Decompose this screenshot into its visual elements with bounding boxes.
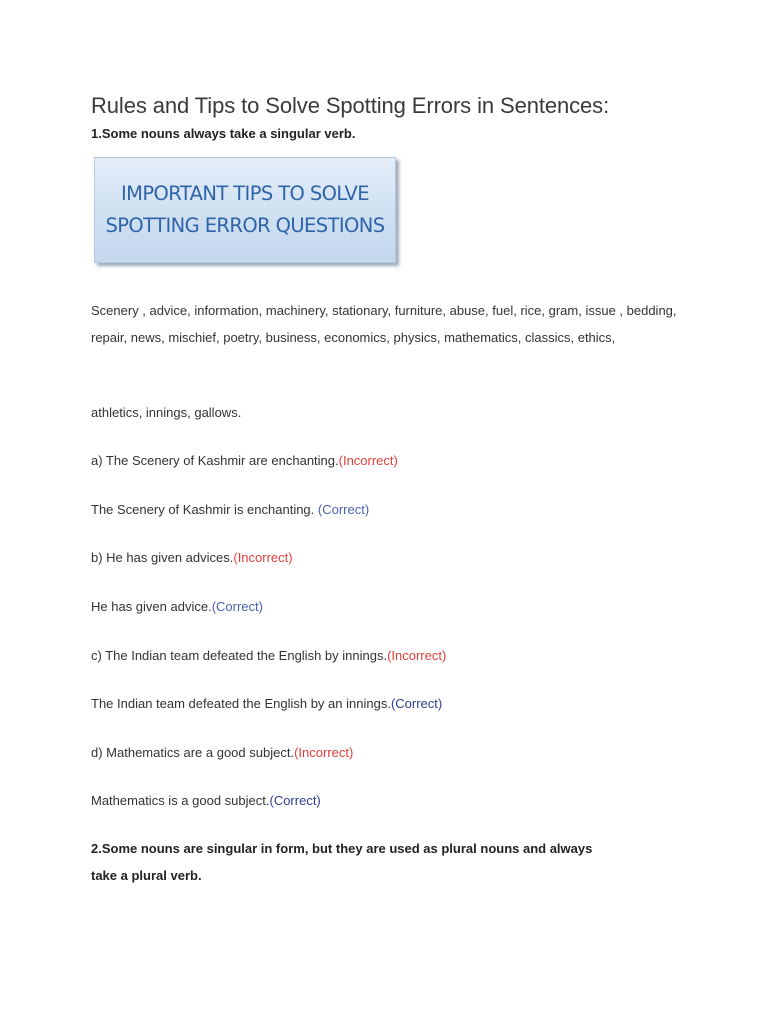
example-b-correct (91, 598, 263, 616)
example-sentence: b) He has given advices. (91, 550, 234, 565)
rule-1-heading: 1.Some nouns always take a singular verb. (91, 126, 356, 141)
banner-line-1: IMPORTANT TIPS TO SOLVE (120, 182, 369, 205)
example-a-incorrect (91, 452, 398, 470)
correct-tag: (Correct) (317, 502, 370, 517)
nouns-list-continued: athletics, innings, gallows. (91, 405, 242, 420)
example-d-correct (91, 792, 321, 810)
page-title: Rules and Tips to Solve Spotting Errors in Sentences: (91, 93, 610, 118)
example-a-correct (91, 501, 369, 519)
example-sentence: The Indian team defeated the English by an innings. (91, 696, 391, 711)
example-sentence: c) The Indian team defeated the English by innings. (91, 648, 388, 663)
incorrect-tag: (Incorrect) (387, 648, 447, 663)
example-sentence: The Scenery of Kashmir is enchanting. (91, 502, 318, 517)
example-c-correct (91, 695, 442, 713)
example-d-incorrect (91, 744, 353, 762)
correct-tag: (Correct) (390, 696, 443, 711)
example-sentence: He has given advice. (91, 599, 212, 614)
example-c-incorrect (91, 647, 446, 665)
example-sentence: d) Mathematics are a good subject. (91, 745, 295, 760)
banner-line-2: SPOTTING ERROR QUESTIONS (105, 214, 385, 237)
rule-2-heading-line-1: 2.Some nouns are singular in form, but they are used as plural nouns and always (91, 841, 593, 856)
incorrect-tag: (Incorrect) (233, 550, 293, 565)
example-sentence: Mathematics is a good subject. (91, 793, 270, 808)
correct-tag: (Correct) (269, 793, 321, 808)
example-sentence: a) The Scenery of Kashmir are enchanting. (91, 453, 339, 468)
tips-banner-image (94, 157, 396, 263)
incorrect-tag: (Incorrect) (338, 453, 398, 468)
rule-2-heading-line-2: take a plural verb. (91, 868, 202, 883)
correct-tag: (Correct) (211, 599, 263, 614)
nouns-list-paragraph: Scenery , advice, information, machinery, stationary, furniture, abuse, fuel, rice, gram, issue , bedding, repair, news, mischief, poetry, business, economics, physics, mathematics, classics, ethics, (91, 303, 677, 345)
example-b-incorrect (91, 549, 293, 567)
incorrect-tag: (Incorrect) (294, 745, 354, 760)
